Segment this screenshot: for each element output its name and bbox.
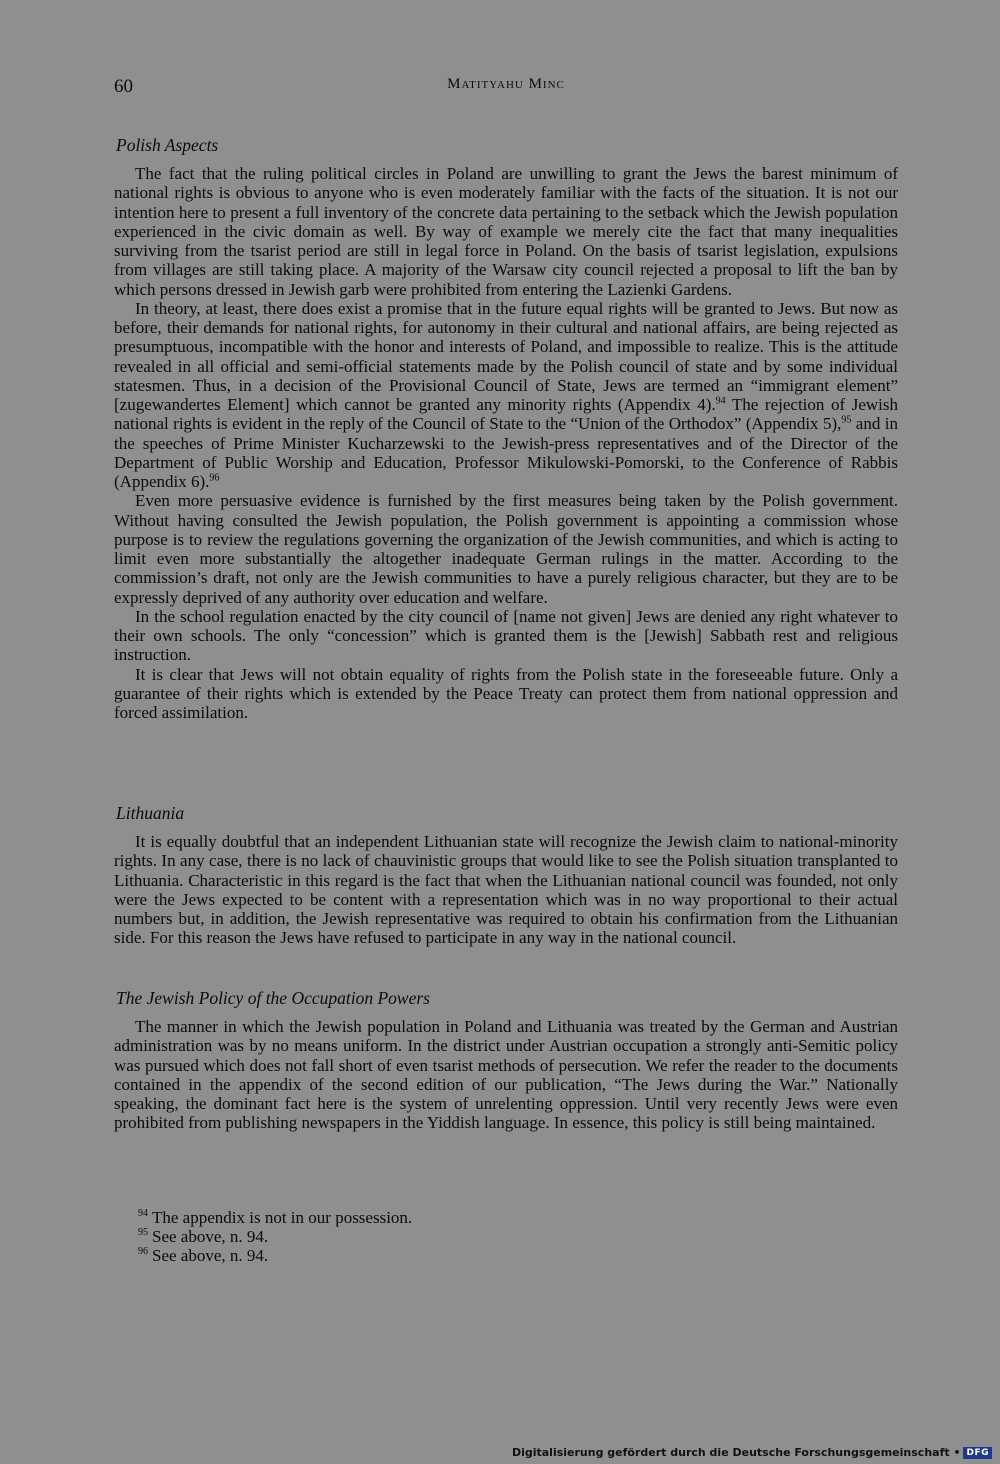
footnote-number: 96 xyxy=(138,1246,148,1258)
section-occupation-powers xyxy=(114,987,898,1133)
footnote-ref: 94 xyxy=(715,395,726,407)
credit-text: Digitalisierung gefördert durch die Deutsche Forschungsgemeinschaft • xyxy=(511,1446,961,1459)
section-lithuania xyxy=(114,802,898,948)
paragraph-text: and in the speeches of Prime Minister Kucharzewski to the Jewish-press representatives and of the Director of the Department of Public Worship and Education, Professor Mikulowski-Pomorski, to the Conference of Rabbis (Appendix 6). xyxy=(114,414,898,491)
footnote-text: The appendix is not in our possession. xyxy=(152,1208,413,1227)
section-polish-aspects xyxy=(114,134,898,722)
footnote xyxy=(138,1246,638,1265)
digitization-credit xyxy=(512,1446,992,1459)
footnote xyxy=(138,1227,638,1246)
section-heading: The Jewish Policy of the Occupation Powers xyxy=(116,988,430,1008)
footnote xyxy=(138,1208,638,1227)
footnote-ref: 96 xyxy=(209,472,220,484)
paragraph: It is clear that Jews will not obtain equality of rights from the Polish state in the foreseeable future. Only a guarantee of their rights which is extended by the Peace Treaty can protect them from national oppression and forced assimilation. xyxy=(114,664,898,722)
page-header xyxy=(114,76,898,106)
paragraph: It is equally doubtful that an independent Lithuanian state will recognize the Jewish claim to national-minority rights. In any case, there is no lack of chauvinistic groups that would like to see the Polish situation transplanted to Lithuania. Characteristic in this regard is the fact that when the Lithuanian national council was founded, not only were the Jews expected to be content with a representation which was in no way proportional to their actual numbers but, in addition, the Jewish representative was required to obtain his confirmation from the Lithuanian side. For this reason the Jews have refused to participate in any way in the national council. xyxy=(114,832,898,948)
paragraph: The fact that the ruling political circles in Poland are unwilling to grant the Jews the barest minimum of national rights is obvious to anyone who is even moderately familiar with the facts of the situation. It is not our intention here to present a full inventory of the concrete data pertaining to the setback which the Jewish population experienced in the civic domain as well. By way of example we merely cite the fact that many inequalities surviving from the tsarist period are still in legal force in Poland. On the basis of tsarist legislation, expulsions from villages are still taking place. A majority of the Warsaw city council rejected a proposal to lift the ban by which persons dressed in Jewish garb were prohibited from entering the Lazienki Gardens. xyxy=(114,164,898,299)
paragraph-text: In theory, at least, there does exist a promise that in the future equal rights will be granted to Jews. But now as before, their demands for national rights, for autonomy in their cultural and national affairs, are being rejected as presumptuous, incompatible with the honor and interests of Poland, and impossible to realize. This is the attitude revealed in all official and semi-official statements made by the Polish council of state and by some individual statesmen. Thus, in a decision of the Provisional Council of State, Jews are termed an “immigrant element” [zugewandertes Element] which cannot be granted any minority rights (Appendix 4). xyxy=(114,298,898,414)
footnote-text: See above, n. 94. xyxy=(152,1246,269,1265)
paragraph: In the school regulation enacted by the city council of [name not given] Jews are denied any right whatever to their own schools. The only “concession” which is granted them is the [Jewish] Sabbath rest and religious instruction. xyxy=(114,606,898,665)
dfg-logo: DFG xyxy=(963,1447,992,1459)
footnote-number: 95 xyxy=(138,1227,148,1239)
running-head: Matityahu Minc xyxy=(447,76,565,92)
section-heading: Lithuania xyxy=(116,803,185,823)
footnote-text: See above, n. 94. xyxy=(152,1227,269,1246)
footnotes xyxy=(138,1208,638,1265)
paragraph: Even more persuasive evidence is furnished by the first measures being taken by the Polish government. Without having consulted the Jewish population, the Polish government is appointing a commission whose purpose is to review the regulations governing the organization of the Jewish communities, and which is acting to limit even more substantially the altogether inadequate German rulings in the matter. According to the commission’s draft, not only are the Jewish communities to have a purely religious character, but they are to be expressly deprived of any authority over education and welfare. xyxy=(114,491,898,607)
paragraph xyxy=(114,299,898,492)
paragraph-text: The rejection of Jewish national rights is evident in the reply of the Council of State to the “Union of the Orthodox” (Appendix 5), xyxy=(114,395,899,434)
section-heading: Polish Aspects xyxy=(116,135,219,155)
page-number: 60 xyxy=(114,76,133,97)
paragraph: The manner in which the Jewish population in Poland and Lithuania was treated by the German and Austrian administration was by no means uniform. In the district under Austrian occupation a strongly anti-Semitic policy was pursued which does not fall short of even tsarist methods of persecution. We refer the reader to the documents contained in the appendix of the second edition of our publication, “The Jews during the War.” Nationally speaking, the dominant fact here is the system of unrelenting oppression. Until very recently Jews were even prohibited from publishing newspapers in the Yiddish language. In essence, this policy is still being maintained. xyxy=(114,1017,898,1133)
footnote-ref: 95 xyxy=(841,414,852,426)
footnote-number: 94 xyxy=(138,1208,148,1220)
